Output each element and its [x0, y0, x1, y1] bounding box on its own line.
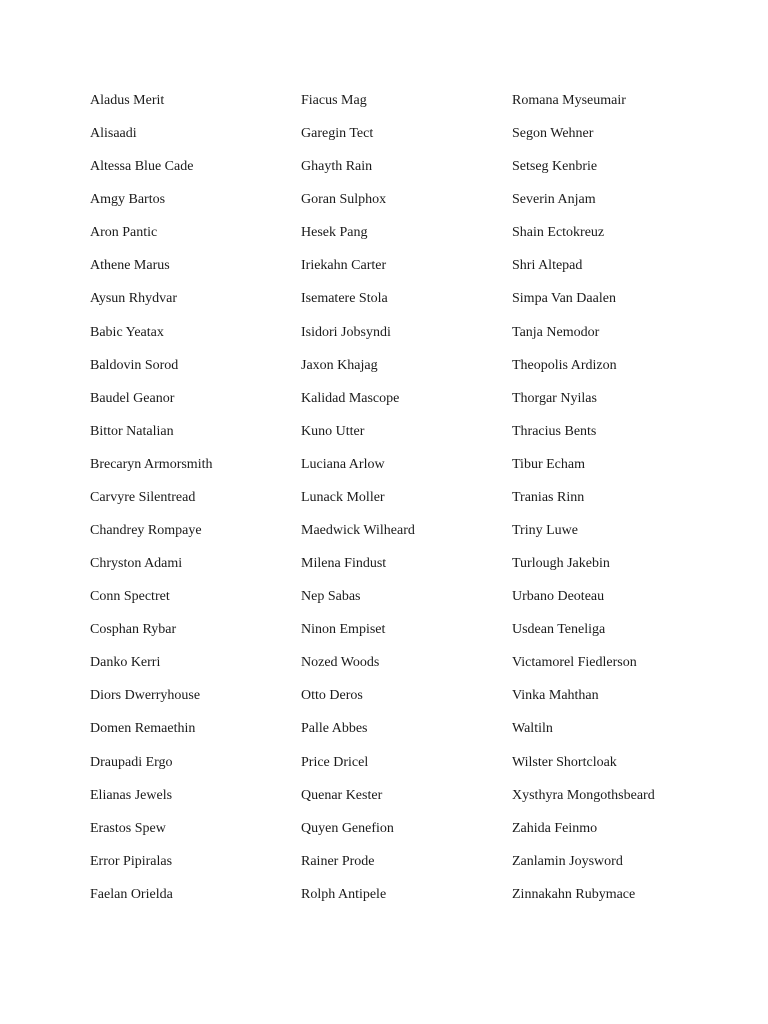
name-entry: Severin Anjam: [512, 192, 596, 208]
name-entry: Baldovin Sorod: [90, 357, 179, 373]
name-entry: Babic Yeatax: [90, 324, 164, 340]
name-entry: Danko Kerri: [90, 655, 161, 671]
name-list: [90, 88, 723, 915]
name-entry: Tanja Nemodor: [512, 324, 600, 340]
name-entry: Error Pipiralas: [90, 853, 173, 869]
name-entry: Ninon Empiset: [301, 622, 386, 638]
name-entry: Kalidad Mascope: [301, 390, 400, 406]
name-entry: Isidori Jobsyndi: [301, 324, 391, 340]
name-entry: Hesek Pang: [301, 225, 368, 241]
name-entry: Zinnakahn Rubymace: [512, 886, 636, 902]
name-entry: Chryston Adami: [90, 556, 183, 572]
name-entry: Usdean Teneliga: [512, 622, 606, 638]
name-entry: Bittor Natalian: [90, 423, 174, 439]
name-entry: Goran Sulphox: [301, 192, 387, 208]
name-entry: Cosphan Rybar: [90, 622, 177, 638]
name-entry: Wilster Shortcloak: [512, 754, 617, 770]
name-entry: Theopolis Ardizon: [512, 357, 617, 373]
name-entry: Rolph Antipele: [301, 886, 387, 902]
name-entry: Turlough Jakebin: [512, 556, 610, 572]
name-entry: Brecaryn Armorsmith: [90, 456, 213, 472]
name-entry: Vinka Mahthan: [512, 688, 599, 704]
name-entry: Quyen Genefion: [301, 820, 394, 836]
name-entry: Zanlamin Joysword: [512, 853, 623, 869]
name-entry: Erastos Spew: [90, 820, 166, 836]
name-entry: Faelan Orielda: [90, 886, 173, 902]
name-entry: Elianas Jewels: [90, 787, 173, 803]
name-entry: Altessa Blue Cade: [90, 159, 194, 175]
name-entry: Victamorel Fiedlerson: [512, 655, 637, 671]
name-entry: Garegin Tect: [301, 126, 374, 142]
name-entry: Waltiln: [512, 721, 553, 737]
name-entry: Maedwick Wilheard: [301, 523, 415, 539]
name-entry: Nozed Woods: [301, 655, 380, 671]
name-entry: Fiacus Mag: [301, 93, 367, 108]
name-entry: Segon Wehner: [512, 126, 594, 142]
name-entry: Tibur Echam: [512, 456, 585, 472]
name-entry: Otto Deros: [301, 688, 363, 704]
name-entry: Simpa Van Daalen: [512, 291, 616, 307]
name-entry: Alisaadi: [90, 126, 137, 142]
name-entry: Romana Myseumair: [512, 93, 626, 108]
name-entry: Thorgar Nyilas: [512, 390, 597, 406]
name-entry: Nep Sabas: [301, 589, 361, 605]
name-entry: Baudel Geanor: [90, 390, 175, 406]
name-entry: Thracius Bents: [512, 423, 597, 439]
name-entry: Rainer Prode: [301, 853, 375, 869]
name-entry: Aron Pantic: [90, 225, 158, 241]
name-entry: Quenar Kester: [301, 787, 383, 803]
name-entry: Price Dricel: [301, 754, 369, 770]
name-column-1: [90, 88, 301, 915]
name-entry: Carvyre Silentread: [90, 489, 196, 505]
name-entry: Aladus Merit: [90, 93, 165, 108]
name-entry: Triny Luwe: [512, 523, 578, 539]
name-entry: Isematere Stola: [301, 291, 388, 307]
name-entry: Conn Spectret: [90, 589, 170, 605]
name-entry: Urbano Deoteau: [512, 589, 605, 605]
name-entry: Domen Remaethin: [90, 721, 196, 737]
name-entry: Shain Ectokreuz: [512, 225, 605, 241]
name-entry: Iriekahn Carter: [301, 258, 387, 274]
name-entry: Jaxon Khajag: [301, 357, 378, 373]
name-entry: Chandrey Rompaye: [90, 523, 202, 539]
name-column-2: [301, 88, 512, 915]
name-entry: Draupadi Ergo: [90, 754, 173, 770]
name-entry: Shri Altepad: [512, 258, 583, 274]
name-column-3: [512, 88, 723, 915]
name-entry: Setseg Kenbrie: [512, 159, 598, 175]
name-entry: Zahida Feinmo: [512, 820, 598, 836]
name-entry: Athene Marus: [90, 258, 170, 274]
name-entry: Amgy Bartos: [90, 192, 166, 208]
name-entry: Kuno Utter: [301, 423, 365, 439]
name-entry: Aysun Rhydvar: [90, 291, 177, 307]
name-entry: Ghayth Rain: [301, 159, 373, 175]
name-entry: Tranias Rinn: [512, 489, 585, 505]
name-entry: Xysthyra Mongothsbeard: [512, 787, 655, 803]
name-entry: Lunack Moller: [301, 489, 385, 505]
name-entry: Palle Abbes: [301, 721, 368, 737]
name-entry: Luciana Arlow: [301, 456, 385, 472]
name-entry: Diors Dwerryhouse: [90, 688, 201, 704]
name-entry: Milena Findust: [301, 556, 387, 572]
